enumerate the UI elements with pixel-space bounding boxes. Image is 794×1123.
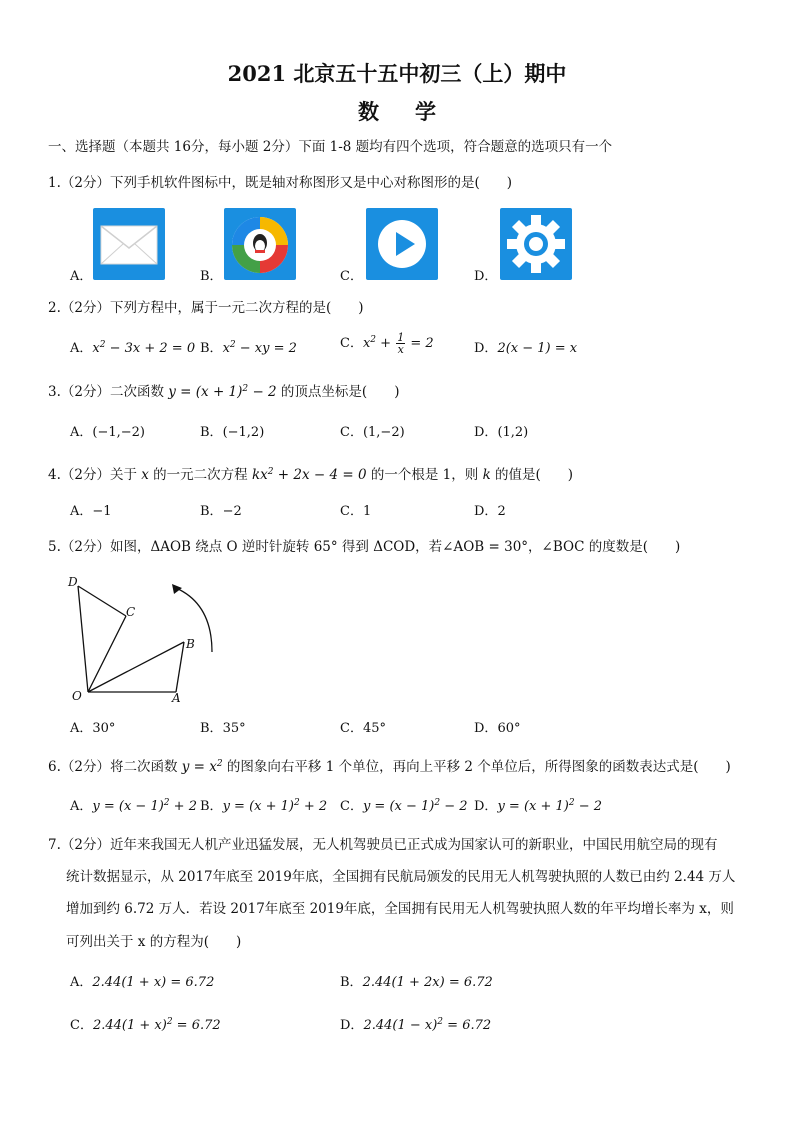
q2-c-plus: +: [376, 336, 396, 351]
q2-option-d-label: D．: [474, 341, 498, 356]
q6-option-b: [200, 798, 327, 816]
q5-option-b-value: 35°: [222, 721, 246, 736]
q2-option-d: [474, 340, 577, 358]
gear-icon: [500, 208, 572, 280]
q4-stem-pre: 4.（2分）关于: [48, 467, 142, 483]
q2-b-exp: 2: [229, 340, 236, 350]
q3-formula-exp: 2: [242, 384, 249, 394]
q7-b-formula: 2.44(1 + 2x) = 6.72: [362, 975, 493, 990]
q3-option-c: [340, 424, 405, 442]
q4-option-a-value: −1: [92, 504, 112, 519]
q4-option-b: [200, 503, 242, 521]
q7-d-exp: 2: [437, 1017, 444, 1027]
q3-stem-post: 的顶点坐标是( ): [276, 384, 400, 400]
q6-option-d-label: D．: [474, 799, 498, 814]
q6-option-a: [70, 798, 197, 816]
q5-option-a: [70, 720, 115, 738]
q7-c-rest: = 6.72: [172, 1018, 221, 1033]
q3-option-b: [200, 424, 264, 442]
q4-option-a: [70, 503, 112, 521]
page-title: 2021 北京五十五中初三（上）期中: [227, 61, 567, 86]
q6-c-base: y = (x − 1): [362, 799, 435, 814]
q6-a-base: y = (x − 1): [92, 799, 164, 814]
q3-formula-rest: − 2: [248, 384, 277, 400]
q6-a-exp: 2: [163, 798, 170, 808]
q4-stem-mid: 的一元二次方程: [148, 467, 252, 483]
q5-option-c: [340, 720, 386, 738]
q5-option-c-label: C．: [340, 721, 363, 736]
point-label-o: O: [72, 689, 82, 703]
q6-option-c: [340, 798, 468, 816]
q3-stem-pre: 3.（2分）二次函数: [48, 384, 169, 400]
q7-option-c-label: C．: [70, 1018, 93, 1033]
q5-option-a-label: A．: [70, 721, 93, 736]
arrowhead: [172, 584, 182, 594]
q7-option-c: [70, 1017, 221, 1035]
segment-oc: [88, 616, 126, 692]
q5-option-d-value: 60°: [497, 721, 521, 736]
q2-option-c: [340, 332, 434, 355]
q4-option-d-label: D．: [474, 504, 498, 519]
q2-c-fraction: [396, 332, 405, 355]
q2-option-b: [200, 340, 297, 358]
q3-option-c-label: C．: [340, 425, 363, 440]
q5-option-a-value: 30°: [92, 721, 116, 736]
q2-a-var: x: [92, 341, 100, 356]
q4-option-a-label: A．: [70, 504, 93, 519]
q6-stem-post: 的图象向右平移 1 个单位，再向上平移 2 个单位后，所得图象的函数表达式是( ): [222, 759, 731, 775]
q1-option-a-label: A．: [70, 269, 93, 284]
q3-option-d: [474, 424, 528, 442]
q3-option-a: [70, 424, 145, 442]
q3-option-b-value: (−1,2): [222, 425, 265, 440]
q1-option-b-label: B．: [200, 269, 223, 284]
question-7-line-4: 可列出关于 x 的方程为( ): [66, 934, 242, 950]
q4-formula-rest: + 2x − 4 = 0: [273, 467, 367, 483]
point-label-c: C: [126, 605, 136, 619]
qq-browser-icon: [224, 208, 296, 280]
q7-option-a: [70, 974, 214, 992]
segment-od: [78, 586, 88, 692]
q5-option-c-value: 45°: [362, 721, 386, 736]
q3-formula-base: y = (x + 1): [168, 384, 243, 400]
q3-option-c-value: (1,−2): [362, 425, 405, 440]
q2-c-denominator: x: [397, 343, 404, 356]
question-5-stem: 5.（2分）如图，ΔAOB 绕点 O 逆时针旋转 65° 得到 ΔCOD，若∠AOB = 30°，∠BOC 的度数是( ): [48, 539, 681, 555]
q7-a-formula: 2.44(1 + x) = 6.72: [92, 975, 215, 990]
segment-dc: [78, 586, 126, 616]
q7-d-base: 2.44(1 − x): [363, 1018, 438, 1033]
q6-d-base: y = (x + 1): [497, 799, 569, 814]
q6-b-exp: 2: [293, 798, 300, 808]
q7-option-b-label: B．: [340, 975, 363, 990]
q6-b-rest: + 2: [299, 799, 328, 814]
segment-ob: [88, 642, 184, 692]
q6-formula-base: y = x: [181, 759, 217, 775]
q6-option-a-label: A．: [70, 799, 93, 814]
q2-c-numerator: 1: [397, 331, 405, 344]
q6-a-rest: + 2: [169, 799, 197, 814]
q4-formula-base: kx: [251, 467, 268, 483]
question-7-line-2: 统计数据显示，从 2017年底至 2019年底，全国拥有民航局颁发的民用无人机驾驶执照的人数已由约 2.44 万人: [66, 869, 736, 885]
q7-c-exp: 2: [166, 1017, 173, 1027]
q2-a-exp: 2: [99, 340, 106, 350]
point-label-b: B: [186, 637, 195, 651]
q6-stem-pre: 6.（2分）将二次函数: [48, 759, 182, 775]
q3-option-b-label: B．: [200, 425, 223, 440]
subject-title: 数学: [358, 99, 472, 124]
q6-formula-exp: 2: [216, 759, 223, 769]
question-6-stem: [48, 758, 731, 776]
q5-option-b-label: B．: [200, 721, 223, 736]
q7-option-a-label: A．: [70, 975, 93, 990]
q5-option-b: [200, 720, 246, 738]
q4-option-c-value: 1: [362, 504, 372, 519]
q2-c-var: x: [362, 336, 371, 351]
q7-c-base: 2.44(1 + x): [92, 1018, 167, 1033]
rotation-figure: [60, 570, 220, 710]
point-label-a: A: [172, 691, 181, 705]
q6-c-rest: − 2: [440, 799, 468, 814]
q4-option-d-value: 2: [497, 504, 506, 519]
q3-option-a-label: A．: [70, 425, 93, 440]
point-label-d: D: [68, 575, 78, 589]
q4-option-c: [340, 503, 371, 521]
q7-option-d-label: D．: [340, 1018, 364, 1033]
q4-stem-post: 的值是( ): [490, 467, 574, 483]
question-2-stem: 2.（2分）下列方程中，属于一元二次方程的是( ): [48, 300, 364, 316]
q7-d-rest: = 6.72: [443, 1018, 492, 1033]
question-4-stem: [48, 466, 573, 484]
q6-option-c-label: C．: [340, 799, 363, 814]
q4-formula-exp: 2: [267, 467, 274, 477]
q3-option-d-label: D．: [474, 425, 498, 440]
segment-ba: [176, 642, 184, 692]
q6-option-b-label: B．: [200, 799, 223, 814]
q5-option-d: [474, 720, 520, 738]
q6-b-base: y = (x + 1): [222, 799, 294, 814]
question-7-line-1: 7.（2分）近年来我国无人机产业迅猛发展，无人机驾驶员已正式成为国家认可的新职业，中国民用航空局的现有: [48, 837, 718, 853]
q4-option-b-value: −2: [222, 504, 242, 519]
q6-option-d: [474, 798, 602, 816]
q2-option-a-label: A．: [70, 341, 93, 356]
q6-c-exp: 2: [434, 798, 441, 808]
q4-option-c-label: C．: [340, 504, 363, 519]
q3-option-d-value: (1,2): [497, 425, 529, 440]
q4-var-k: k: [482, 467, 491, 483]
q2-b-rest: − xy = 2: [235, 341, 297, 356]
question-1-stem: 1.（2分）下列手机软件图标中，既是轴对称图形又是中心对称图形的是( ): [48, 175, 513, 191]
question-7-line-3: 增加到约 6.72 万人．若设 2017年底至 2019年底，全国拥有民用无人机驾驶执照人数的年平均增长率为 x，则: [66, 901, 734, 917]
q2-d-formula: 2(x − 1) = x: [497, 341, 578, 356]
q2-c-rest: = 2: [406, 336, 434, 351]
q2-option-c-label: C．: [340, 336, 363, 351]
q6-d-exp: 2: [568, 798, 575, 808]
envelope-icon: [93, 208, 165, 280]
q7-option-d: [340, 1017, 491, 1035]
q3-option-a-value: (−1,−2): [92, 425, 145, 440]
q4-stem-mid2: 的一个根是 1，则: [366, 467, 483, 483]
section-heading: 一、选择题（本题共 16分，每小题 2分）下面 1-8 题均有四个选项，符合题意的选项只有一个: [48, 139, 613, 155]
q2-a-rest: − 3x + 2 = 0: [105, 341, 196, 356]
q4-option-d: [474, 503, 506, 521]
q1-option-c-label: C．: [340, 269, 363, 284]
q4-var-x: x: [141, 467, 149, 483]
question-3-stem: [48, 383, 399, 401]
q2-option-b-label: B．: [200, 341, 223, 356]
q7-option-b: [340, 974, 493, 992]
q2-option-a: [70, 340, 195, 358]
q2-c-exp: 2: [370, 335, 377, 345]
q1-option-d-label: D．: [474, 269, 498, 284]
q5-option-d-label: D．: [474, 721, 498, 736]
q6-d-rest: − 2: [574, 799, 603, 814]
q2-b-var: x: [222, 341, 230, 356]
q4-option-b-label: B．: [200, 504, 223, 519]
play-icon: [366, 208, 438, 280]
